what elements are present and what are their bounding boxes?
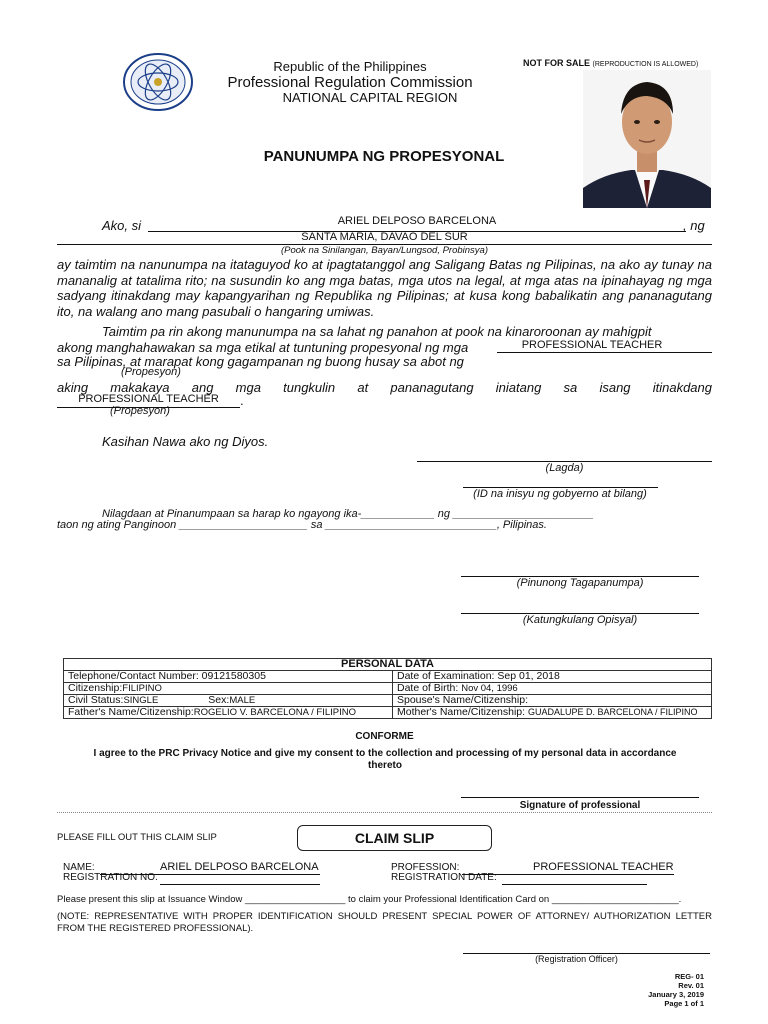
civil-label: Civil Status: — [68, 694, 124, 706]
oath-p2-line1: Taimtim pa rin akong manunumpa na sa lahat ng panahon at pook na kinaroroonan ay mahigpit — [102, 324, 652, 339]
claim-regdate-label: REGISTRATION DATE: — [391, 872, 497, 883]
sex-value[interactable]: MALE — [229, 695, 256, 706]
table-row — [64, 659, 712, 671]
oath-p2-line3: sa Pilipinas, at marapat kong gagampanan ng buong husay sa abot ng — [57, 354, 464, 369]
pinunong-caption: (Pinunong Tagapanumpa) — [516, 577, 644, 589]
spouse-label: Spouse's Name/Citizenship: — [397, 694, 528, 706]
conforme-heading: CONFORME — [355, 731, 414, 742]
footer-block — [600, 972, 704, 1008]
katungkulang-caption: (Katungkulang Opisyal) — [522, 614, 638, 626]
father-label: Father's Name/Citizenship: — [68, 706, 194, 718]
page-title: PANUNUMPA NG PROPESYONAL — [263, 148, 505, 165]
propesyon-caption-1: (Propesyon) — [121, 366, 181, 378]
civil-value[interactable]: SINGLE — [123, 695, 159, 706]
sex-label: Sex: — [208, 694, 230, 706]
table-row — [64, 671, 712, 683]
oath-name-value[interactable]: ARIEL DELPOSO BARCELONA — [337, 215, 497, 227]
exam-cell — [393, 671, 712, 683]
profile-photo — [583, 70, 711, 208]
dob-label: Date of Birth: — [397, 682, 459, 694]
mother-value[interactable]: GUADALUPE D. BARCELONA / FILIPINO — [527, 707, 698, 717]
citizenship-cell — [64, 683, 393, 695]
claim-regdate-line[interactable] — [502, 884, 647, 885]
dob-cell — [393, 683, 712, 695]
father-cell — [64, 707, 393, 719]
oath-address-value[interactable]: SANTA MARIA, DAVAO DEL SUR — [301, 231, 468, 243]
header-republic: Republic of the Philippines — [273, 59, 427, 74]
propesyon-caption-2: (Propesyon) — [110, 405, 170, 417]
claim-slip-title: CLAIM SLIP — [297, 825, 492, 851]
address-caption: (Pook na Sinilangan, Bayan/Lungsod, Probinsya) — [280, 245, 489, 256]
footer-reg: REG- 01 — [674, 972, 704, 981]
prc-seal-logo — [122, 52, 194, 112]
citizenship-label: Citizenship: — [68, 682, 123, 694]
spouse-cell — [393, 695, 712, 707]
claim-present-text: Please present this slip at Issuance Window ___________________ to claim your Professional Identification Card on ________________________. — [57, 894, 682, 905]
ako-si-label: Ako, si — [102, 218, 142, 233]
tel-label: Telephone/Contact Number: — [68, 670, 199, 682]
citizenship-value[interactable]: FILIPINO — [122, 683, 162, 694]
footer-rev: Rev. 01 — [678, 981, 704, 990]
profession1-line — [497, 352, 712, 353]
officer-caption: (Registration Officer) — [535, 954, 618, 964]
footer-page: Page 1 of 1 — [664, 999, 704, 1008]
table-row — [64, 683, 712, 695]
table-row — [64, 707, 712, 719]
oath-p2-line2: akong manghahawakan sa mga etikal at tuntuning propesyonal ng mga — [57, 340, 469, 355]
exam-value[interactable]: Sep 01, 2018 — [497, 670, 560, 682]
please-fill-label: PLEASE FILL OUT THIS CLAIM SLIP — [57, 832, 217, 843]
personal-data-table — [63, 658, 712, 719]
claim-note-text: (NOTE: REPRESENTATIVE WITH PROPER IDENTIFICATION SHOULD PRESENT SPECIAL POWER OF ATTORNEY/ AUTHORIZATION LETTER FROM THE REGISTERED PROFESSIONAL). — [57, 911, 712, 934]
footer-date: January 3, 2019 — [648, 990, 704, 999]
civil-sex-cell — [64, 695, 393, 707]
tel-cell — [64, 671, 393, 683]
period: . — [240, 393, 244, 408]
header-region: NATIONAL CAPITAL REGION — [282, 90, 458, 105]
oath-p2-line4: aking makakaya ang mga tungkulin at pananagutang iniatang sa isang itinakdang — [57, 380, 712, 395]
mother-label: Mother's Name/Citizenship: — [397, 706, 526, 718]
not-for-sale-label: NOT FOR SALE — [523, 58, 590, 68]
not-for-sale-note — [523, 58, 698, 68]
profession1-value[interactable]: PROFESSIONAL TEACHER — [521, 339, 663, 351]
claim-name-value[interactable]: ARIEL DELPOSO BARCELONA — [160, 861, 319, 873]
tel-value[interactable]: 09121580305 — [201, 670, 266, 682]
oath-paragraph-1: ay taimtim na nanunumpa na itataguyod ko at ipagtatanggol ang Saligang Batas ng Pilipinas, na ako ay tunay na mananalig at tatalima rito; na susundin ko ang mga batas, mga utos na legal, at mga atas na ipinahayag ng mga sadyang itinakdang may kapangyarihan ng Republika ng Pilipinas; at kusa kong babalikatin ang pananagutang ito, na walang ano mang pasubali o hangaring umiwas. — [57, 257, 712, 319]
ng-label: , ng — [683, 218, 705, 233]
profession2-value[interactable]: PROFESSIONAL TEACHER — [78, 393, 219, 405]
claim-regno-label: REGISTRATION NO. — [63, 872, 158, 883]
lagda-caption: (Lagda) — [545, 462, 584, 474]
id-caption: (ID na inisyu ng gobyerno at bilang) — [473, 488, 647, 500]
nilagdaan-text: Nilagdaan at Pinanumpaan sa harap ko ngayong ika-____________ ng _______________________ — [102, 508, 594, 520]
exam-label: Date of Examination: — [397, 670, 495, 682]
cut-divider — [57, 812, 712, 813]
taon-text: taon ng ating Panginoon _____________________ sa ____________________________, Pilipinas. — [57, 519, 547, 531]
personal-data-heading: PERSONAL DATA — [64, 659, 712, 671]
kasihan-text: Kasihan Nawa ako ng Diyos. — [102, 434, 269, 449]
signature-caption: Signature of professional — [519, 800, 641, 811]
dob-value[interactable]: Nov 04, 1996 — [461, 683, 518, 694]
father-value[interactable]: ROGELIO V. BARCELONA / FILIPINO — [193, 707, 356, 718]
table-row — [64, 695, 712, 707]
reproduction-label: (REPRODUCTION IS ALLOWED) — [592, 61, 699, 68]
conforme-consent: I agree to the PRC Privacy Notice and give my consent to the collection and processing of my personal data in accordance thereto — [93, 748, 677, 771]
mother-cell — [393, 707, 712, 719]
claim-name-label: NAME: — [63, 862, 95, 873]
signature-line[interactable] — [461, 797, 699, 798]
claim-profession-label: PROFESSION: — [391, 862, 460, 873]
claim-profession-value[interactable]: PROFESSIONAL TEACHER — [533, 861, 674, 873]
header-commission: Professional Regulation Commission — [227, 74, 473, 91]
claim-regno-line[interactable] — [160, 884, 320, 885]
